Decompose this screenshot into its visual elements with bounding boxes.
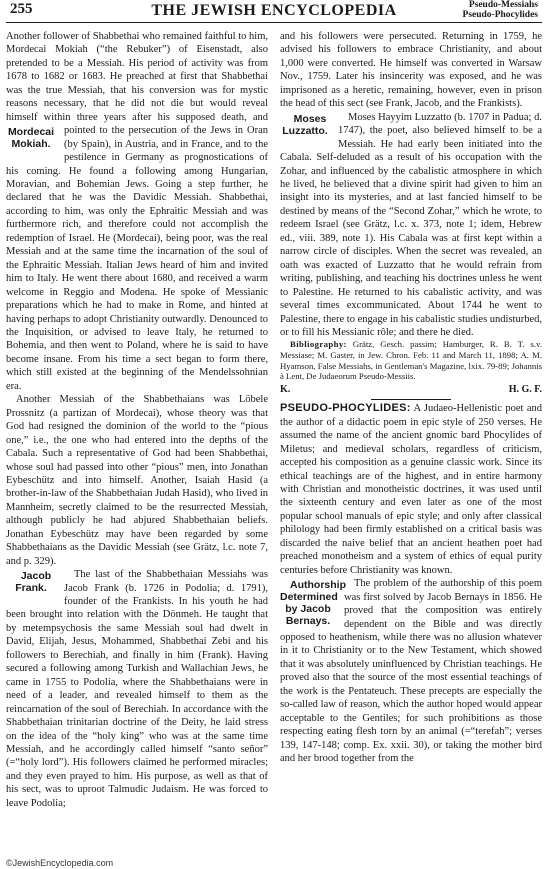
paragraph-frank-continued: and his followers were persecuted. Returning in 1759, he advised his followers to embrace Christianity, and about 1,000 were converted. He himself was converted in Warsaw Nov., 1759. Later his insincerity was exposed, and he was imprisoned as a heretic, remaining, however, even in prison the head of this sect (see Frank, Jacob, and the Frankists).: [280, 31, 542, 110]
paragraph-lobele: Another Messiah of the Shabbethaians was Löbele Prossnitz (a partizan of Mordecai), whose theory was that God had resigned the dominion of the world to the “pious one,” i.e., the one who had entered into the depths of the Cabala. Such a representative of God had been Shabbethai, whose soul had passed into other “pious” men, into Jonathan Eybeschütz and into himself. Another, Isaiah Hasid (a brother-in-law of the Shabbethaian Judah Hasid), who lived in Mannheim, secretly claimed to be the resurrected Messiah, although publicly he had abjured Shabbethaian beliefs. Jonathan Eybeschütz may have been regarded by some Shabbethaians as the Davidic Messiah (see Grätz, l.c. note 7, and p. 329).: [6, 394, 268, 567]
article-heading: PSEUDO-PHOCYLIDES:: [280, 402, 411, 415]
running-head: [463, 0, 538, 20]
paragraph-mordecai-text: Another follower of Shabbethai who remained faithful to him, Mordecai Mokiah (“the Rebuker”) of Eisenstadt, also pretended to be a Messiah. His period of activity was from 1678 to 1682 or 1683. He preached at first that Shabbethai was the true Messiah, that his conversion was for mystic reasons necessary, that he did not die but would reveal himself within three years after his supposed death, and pointed to the persecution of the Jews in Oran: [6, 31, 268, 137]
paragraph-frank: [6, 568, 268, 810]
paragraph-phocylides: [280, 402, 542, 577]
running-head-first: Pseudo-Messiahs: [468, 0, 538, 10]
page-number: 255: [10, 1, 33, 17]
page-header: [6, 0, 542, 23]
sidenote-mordecai-mokiah: Mordecai Mokiah.: [7, 126, 55, 151]
paragraph-authorship: [280, 577, 542, 765]
paragraph-luzzatto: [280, 111, 542, 340]
left-column: [6, 30, 268, 855]
text-columns: [6, 30, 542, 855]
paragraph-authorship-text: The problem of the authorship of this poem was first solved by Jacob Bernays in 1856. He proved that the composition was entirely dependent on the Bible and was directly opposed to heathenism, while there was no allusion whatever in it to Christianity or to the New Testament, which showed that it was absolutely uninfluenced by Christian teachings. He proved also that the source of the most essential teachings of the work is the Pentateuch. These precepts are especially the so-called law of reason, which the author hoped would appear acceptable to the Gentiles; for such prohibitions as those respecting eating flesh torn by an animal (=“terefah”; verses 139, 147-148; comp. Ex. xxii. 30), or taking the mother bird and her brood together from the: [280, 578, 542, 765]
sidenote-moses-luzzatto: Moses Luzzatto.: [282, 112, 328, 137]
right-column: [280, 30, 542, 855]
bibliography-label: Bibliography:: [290, 339, 347, 350]
paragraph-mordecai-intro: [6, 30, 268, 393]
sidenote-authorship: Authorship Determined by Jacob Bernays.: [280, 579, 346, 628]
bibliography-text: Grätz, Gesch. passim; Hamburger, R. B. T. s.v. Messiase; M. Gaster, in Jew. Chron. Feb. 11 and March 11, 1898; A. M. Hyamson, False Messiahs, in Gentleman's Magazine, lxix. 79-89; Johannis à Lent, De Judaeorum Pseudo-Messiis.: [280, 339, 542, 382]
article-divider: [371, 399, 451, 400]
sidenote-jacob-frank: Jacob Frank.: [15, 570, 52, 595]
paragraph-phocylides-text: A Judaeo-Hellenistic poet and the author of a didactic poem in epic style of 250 verses. He assumed the name of the ancient gnomic bard Phocylides of Miletus; and medieval scholars, regardless of criticism, accepted his composition as a genuine classic work. Since its ethical teachings are of the highest, and in entire harmony with Christian and monotheistic doctrines, it was used until the sixteenth century and even later as one of the most popular school manuals of epic style; and only after classical philology had been firmly established on a critical basis was discarded the naive belief that an ancient heathen poet had preached monotheism and a system of ethics of equal purity centuries before Christianity was known.: [280, 403, 542, 576]
signature-line: [280, 383, 542, 396]
paragraph-luzzatto-text: Moses Hayyim Luzzatto (b. 1707 in Padua; d. 1747), the poet, also believed himself to be a Messiah. He had early been initiated into the Cabala. Self-deluded as a result of his occupation with the Zohar, and influenced by the cabalistic atmosphere in which he lived, he believed that a divine spirit had given to him an insight into its mysteries, and at last fancied himself to be destined by means of the “Second Zohar,” which he wrote, to redeem Israel (see Grätz, l.c. x. 373, note 1; idem, Hebrew ed., viii. 389, note 1). His Cabala was at first kept within a narrow circle of disciples. When the secret was revealed, an oath was exacted of Luzzatto that he would refrain from writing, publishing, and teaching his doctrines unless he went to Palestine. He returned to his cabalistic activity, and was several times excommunicated. About 1744 he went to Palestine, there to engage in his cabalistic studies undisturbed, or to fill his Messianic rôle; and there he died.: [280, 111, 542, 338]
signature-right: H. G. F.: [508, 383, 542, 395]
paragraph-frank-text: The last of the Shabbethaian Messiahs was Jacob Frank (b. 1726 in Podolia; d. 1791), founder of the Frankists. In his youth he had been brought into relation with the Dönmeh. He taught that by metempsychosis the same Messiah soul had dwelt in David, Elijah, Jesus, Mohammed, Shabbethai Zebi and his followers to Berechiah, and finally in him (Frank). Having secured a following among Turkish and Wallachian Jews, he came in 1755 to Podolia, where the Shabbethaians were in need of a leader, and revealed himself to them as the reincarnation of the soul of Berechiah. In accordance with the Shabbethaian trinitarian doctrine of the Deity, he laid stress on the idea of the “holy king” who was at the same time Messiah, and he accordingly called himself “santo señor” (=“holy lord”). His followers claimed he performed miracles; and they even prayed to him. His purpose, as well as that of his sect, was to uproot Talmudic Judaism. He was forced to leave Podolia;: [6, 569, 268, 809]
bibliography: [280, 339, 542, 381]
footer-credit: ©JewishEncyclopedia.com: [6, 858, 114, 868]
paragraph-mordecai-text-rest: (by Spain), in Austria, and in France, and to the pestilence in Germany as prognostications of his coming. He found a following among Hungarian, Moravian, and Bohemian Jews. Going a step further, he declared that he was the Davidic Messiah. Shabbethai, according to him, was only the Ephraitic Messiah and was furthermore rich, and therefore could not accomplish the redemption of Israel. He (Mordecai), being poor, was the real Messiah and at the same time the incarnation of the soul of the Ephraitic Messiah. Italian Jews heard of him and invited him to Italy. He went there about 1680, and received a warm welcome in Reggio and Modena. He spoke of Messianic preparations which he had to make in Rome, and hinted at having perhaps to adopt Christianity outwardly. Denounced to the Inquisition, or advised to leave Italy, he returned to Bohemia, and then went to Poland, where he is said to have become insane. From his time a sect began to form there, which still existed at the beginning of the Mendelssohnian era.: [6, 138, 268, 392]
running-head-last: Pseudo-Phocylides: [462, 10, 538, 20]
page-title: THE JEWISH ENCYCLOPEDIA: [151, 2, 397, 19]
signature-left: K.: [280, 383, 291, 395]
